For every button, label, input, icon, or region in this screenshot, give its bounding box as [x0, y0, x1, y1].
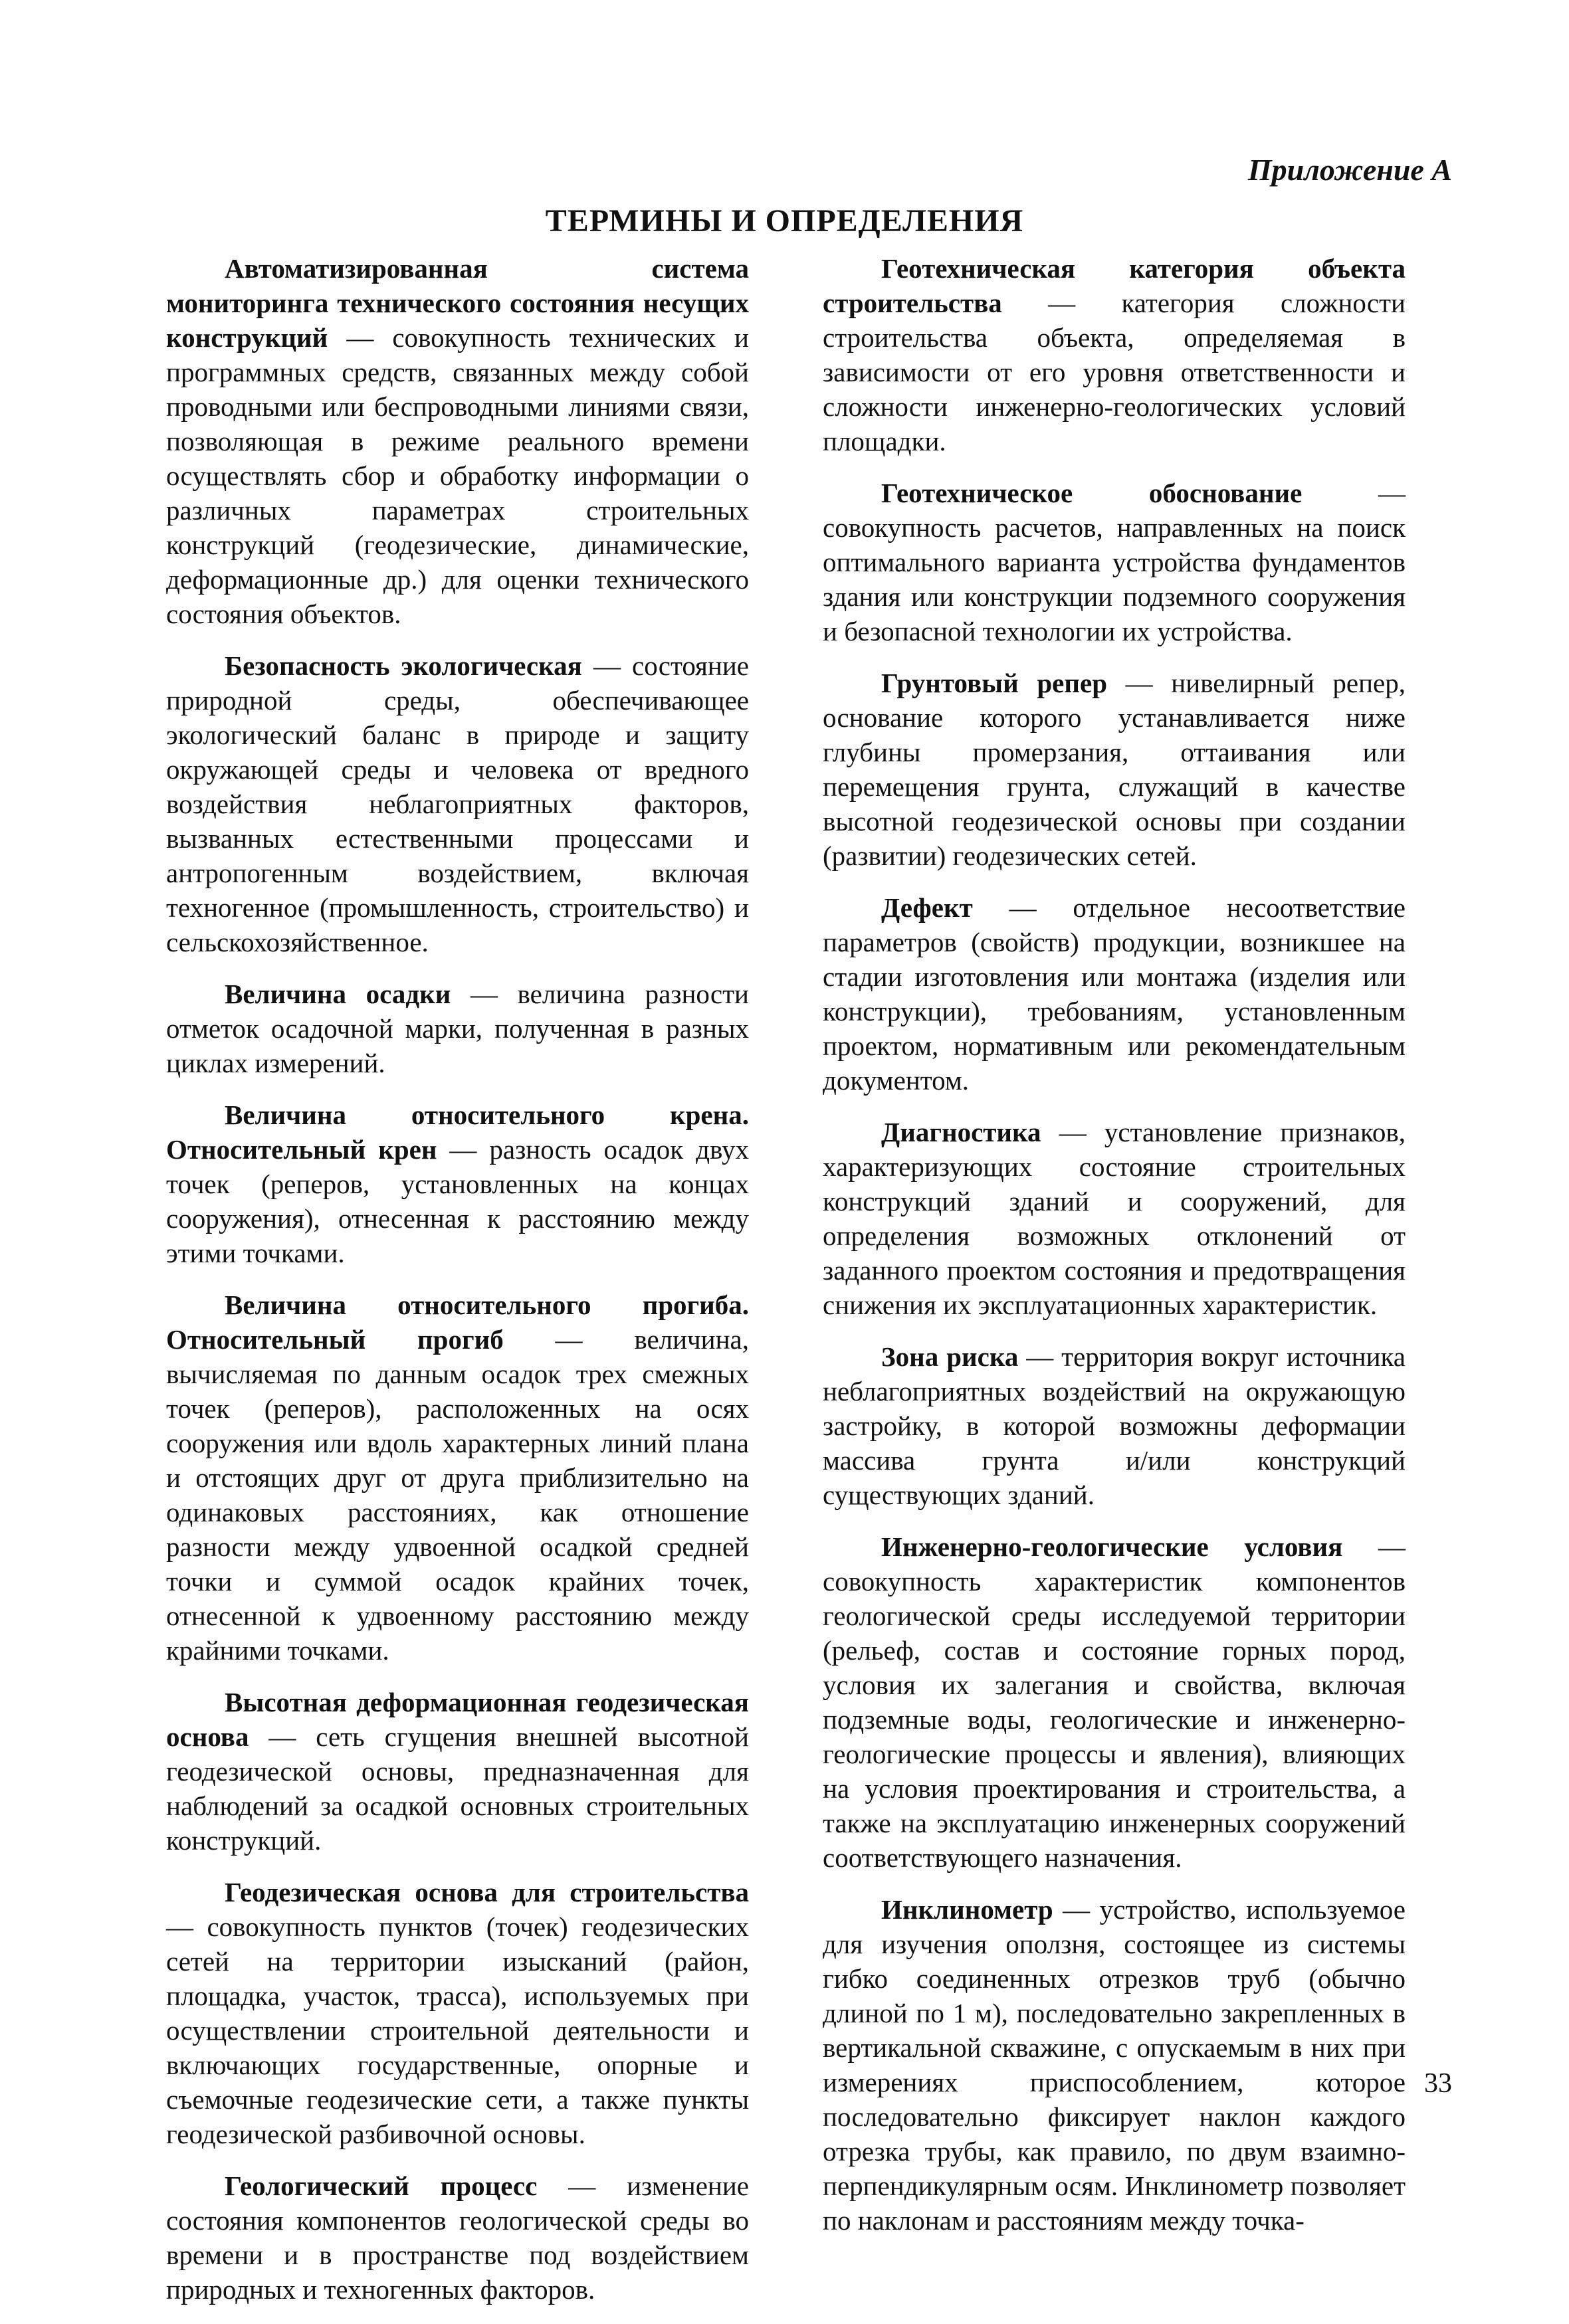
definition: — величина разности отметок осадочной марки, полученная в разных циклах измерений.	[166, 979, 749, 1078]
term: Зона риска	[881, 1341, 1019, 1372]
page-number: 33	[1424, 2068, 1452, 2099]
definition-entry	[823, 1892, 1406, 2238]
definition-entry	[166, 2169, 749, 2307]
definition-entry	[166, 1288, 749, 1668]
definition: — изменение состояния компонентов геологической среды во времени и в пространстве под воздействием природных и техногенных факторов.	[166, 2171, 749, 2305]
term: Геотехническое обоснование	[881, 478, 1303, 508]
definition: — совокупность пунктов (точек) геодезических сетей на территории изысканий (район, площадка, участок, трасса), используемых при осуществлении строительной деятельности и включающих государственные, опорные и съемочные геодезические сети, а также пункты геодезической разбивочной основы.	[166, 1911, 749, 2149]
term: Геотехническая категория объекта строительства	[823, 253, 1406, 318]
definition-entry	[166, 977, 749, 1080]
definition-entry	[166, 1685, 749, 1858]
definition-entry	[823, 890, 1406, 1098]
definition: — совокупность характеристик компонентов геологической среды исследуемой территории (рельеф, состав и состояние горных пород, условия их залегания и свойства, включая подземные воды, геологические и инженерно-геологические процессы и явления), влияющих на условия проектирования и строительства, а также на эксплуатацию инженерных сооружений соответствующего назначения.	[823, 1531, 1406, 1873]
left-column	[166, 251, 749, 2324]
definition-entry	[166, 648, 749, 959]
definition-entry	[823, 666, 1406, 873]
term: Грунтовый репер	[881, 668, 1107, 698]
term: Геодезическая основа для строительства	[225, 1877, 749, 1907]
term: Безопасность экологическая	[225, 650, 582, 681]
right-column	[823, 251, 1406, 2255]
term: Дефект	[881, 892, 973, 923]
term: Диагностика	[881, 1117, 1041, 1147]
definition-entry	[823, 1115, 1406, 1322]
definition-entry	[166, 1875, 749, 2151]
definition: — отдельное несоответствие параметров (свойств) продукции, возникшее на стадии изготовления или монтажа (изделия или конструкции), требованиям, установленным проектом, нормативным или рекомендательным документом.	[823, 892, 1406, 1096]
definition: — совокупность расчетов, направленных на поиск оптимального варианта устройства фундаментов здания или конструкции подземного сооружения и безопасной технологии их устройства.	[823, 478, 1406, 646]
term: Инженерно-геологические условия	[881, 1531, 1343, 1562]
definition-entry	[823, 1339, 1406, 1512]
definition-entry	[823, 476, 1406, 648]
definition: — территория вокруг источника неблагоприятных воздействий на окружающую застройку, в которой возможны деформации массива грунта и/или конструкций существующих зданий.	[823, 1341, 1406, 1510]
definition: — категория сложности строительства объекта, определяемая в зависимости от его уровня ответственности и сложности инженерно-геологических условий площадки.	[823, 288, 1406, 456]
page-title: ТЕРМИНЫ И ОПРЕДЕЛЕНИЯ	[545, 203, 1024, 239]
term: Величина относительного прогиба. Относительный прогиб	[166, 1290, 749, 1355]
definition: — величина, вычисляемая по данным осадок трех смежных точек (реперов), расположенных на осях сооружения или вдоль характерных линий плана и отстоящих друг от друга приблизительно на одинаковых расстояниях, как отношение разности между удвоенной осадкой средней точки и суммой осадок крайних точек, отнесенной к удвоенному расстоянию между крайними точками.	[166, 1324, 750, 1666]
definition: — устройство, используемое для изучения оползня, состоящее из системы гибко соединенных отрезков труб (обычно длиной по 1 м), последовательно закрепленных в вертикальной скважине, с опускаемым в них при измерениях приспособлением, которое последовательно фиксирует наклон каждого отрезка трубы, как правило, по двум взаимно-перпендикулярным осям. Инклинометр позволяет по наклонам и расстояниям между точка-	[823, 1894, 1406, 2236]
definition: — совокупность технических и программных средств, связанных между собой проводными или беспроводными линиями связи, позволяющая в режиме реального времени осуществлять сбор и обработку информации о различных параметрах строительных конструкций (геодезические, динамические, деформационные др.) для оценки технического состояния объектов.	[166, 322, 749, 629]
definition-entry	[166, 251, 749, 631]
definition: — состояние природной среды, обеспечивающее экологический баланс в природе и защиту окружающей среды и человека от вредного воздействия неблагоприятных факторов, вызванных естественными процессами и антропогенным воздействием, включая техногенное (промышленность, строительство) и сельскохозяйственное.	[166, 650, 749, 957]
definition: — сеть сгущения внешней высотной геодезической основы, предназначенная для наблюдений за осадкой основных строительных конструкций.	[166, 1721, 749, 1856]
definition: — установление признаков, характеризующих состояние строительных конструкций зданий и сооружений, для определения возможных отклонений от заданного проектом состояния и предотвращения снижения их эксплуатационных характеристик.	[823, 1117, 1406, 1320]
term: Геологический процесс	[225, 2171, 538, 2201]
term: Величина осадки	[225, 979, 451, 1009]
term: Автоматизированная система мониторинга технического состояния несущих конструкций	[166, 253, 749, 353]
definition-entry	[823, 251, 1406, 458]
term: Инклинометр	[881, 1894, 1053, 1925]
definition-entry	[166, 1098, 749, 1270]
definition-entry	[823, 1529, 1406, 1875]
appendix-label: Приложение А	[1247, 153, 1452, 187]
definition: — нивелирный репер, основание которого устанавливается ниже глубины промерзания, оттаивания или перемещения грунта, служащий в качестве высотной геодезической основы при создании (развитии) геодезических сетей.	[823, 668, 1406, 871]
term: Высотная деформационная геодезическая основа	[166, 1687, 749, 1752]
term: Величина относительного крена. Относительный крен	[166, 1100, 749, 1165]
definition: — разность осадок двух точек (реперов, установленных на концах сооружения), отнесенная к расстоянию между этими точками.	[166, 1134, 750, 1268]
